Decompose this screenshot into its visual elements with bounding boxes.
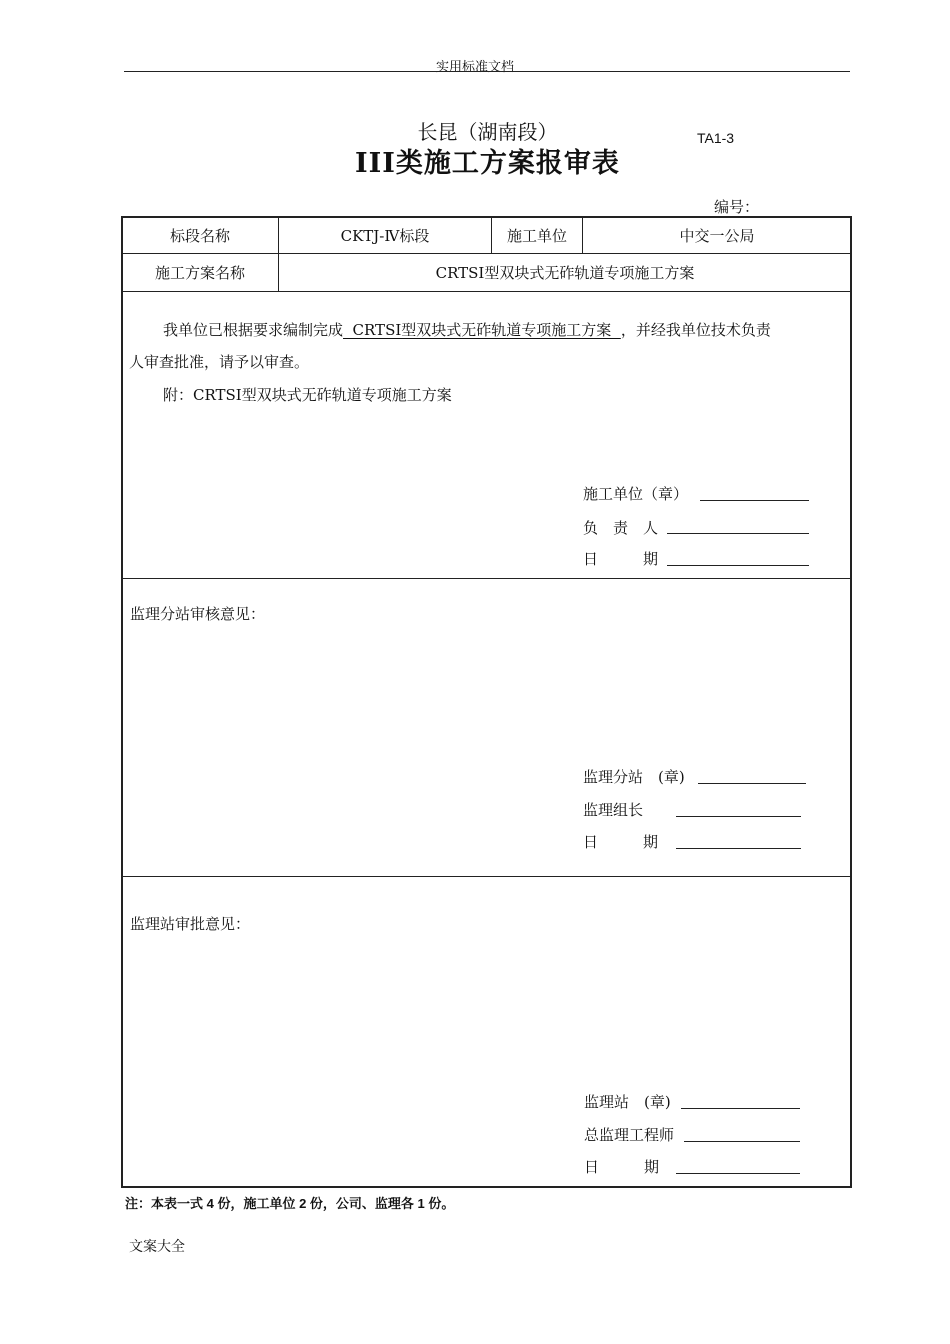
statement-prefix: 我单位已根据要求编制完成 [163,321,344,339]
attachment-line: 附：CRTSⅠ型双块式无砟轨道专项施工方案 [163,386,452,404]
substation-leader-label: 监理组长 [583,801,644,819]
substation-date-label: 日 期 [583,833,659,851]
plan-name-label: 施工方案名称 [154,264,245,282]
submission-statement-cont: 人审查批准，请予以审查。 [129,353,310,371]
substation-date-line[interactable] [676,848,801,849]
section-name-label: 标段名称 [169,227,230,245]
serial-number-label: 编号： [714,198,760,216]
row-divider [121,253,852,254]
form-footnote: 注：本表一式 4 份，施工单位 2 份，公司、监理各 1 份。 [125,1196,455,1211]
statement-suffix: ，并经我单位技术负责 [620,321,771,339]
submission-statement [163,320,771,340]
contractor-seal-line[interactable] [700,500,809,501]
page-footer-text: 文案大全 [129,1239,185,1255]
form-title: III类施工方案报审表 [355,148,620,179]
header-divider [124,71,850,72]
contractor-date-label: 日 期 [583,550,659,568]
station-date-line[interactable] [676,1173,800,1174]
station-seal-line[interactable] [681,1108,800,1109]
row-divider [121,578,852,579]
contractor-seal-label: 施工单位（章） [583,485,689,503]
statement-plan-fill: CRTSⅠ型双块式无砟轨道专项施工方案 [343,321,621,339]
contractor-value: 中交一公局 [679,227,755,245]
contractor-date-line[interactable] [667,565,809,566]
station-opinion-heading: 监理站审批意见： [130,915,251,933]
substation-seal-line[interactable] [698,783,806,784]
contractor-label: 施工单位 [506,227,567,245]
form-subtitle: 长昆（湖南段） [417,120,558,144]
contractor-responsible-line[interactable] [667,533,809,534]
substation-opinion-heading: 监理分站审核意见： [130,605,266,623]
chief-engineer-line[interactable] [684,1141,800,1142]
station-date-label: 日 期 [584,1158,660,1176]
plan-name-value: CRTSⅠ型双块式无砟轨道专项施工方案 [435,264,695,282]
substation-seal-label: 监理分站 (章) [583,768,685,786]
form-code: TA1-3 [697,130,735,146]
substation-leader-line[interactable] [676,816,801,817]
row-divider [121,291,852,292]
row-divider [121,876,852,877]
section-name-value: CKTJ-Ⅳ标段 [340,227,430,245]
station-seal-label: 监理站 (章) [584,1093,671,1111]
contractor-responsible-label: 负 责 人 [583,519,659,537]
chief-engineer-label: 总监理工程师 [584,1126,675,1144]
page-header-text: 实用标准文档 [435,60,514,75]
